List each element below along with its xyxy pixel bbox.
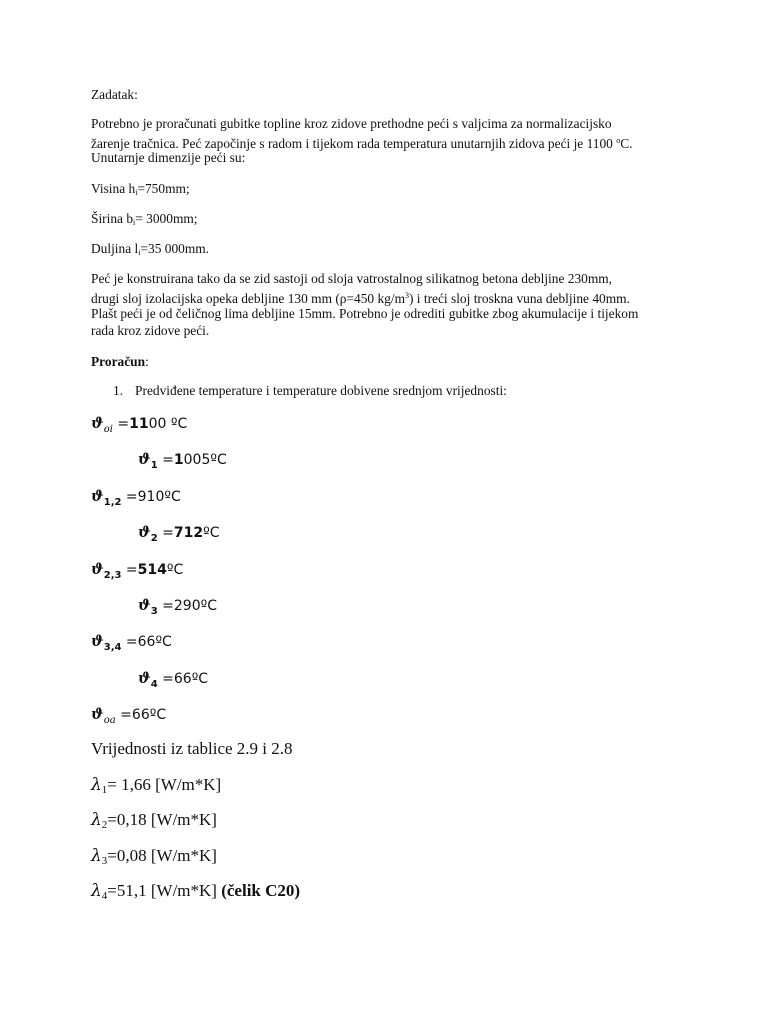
temperature-subscript: 3,4 — [103, 642, 122, 653]
temperature-subscript: 2,3 — [103, 570, 122, 581]
lambda-row — [91, 810, 217, 831]
theta-symbol: ϑ — [138, 523, 151, 541]
theta-symbol: ϑ — [91, 560, 104, 578]
temperature-value: 66ºC — [173, 671, 209, 687]
intro-line-2: žarenje tračnica. Peć započinje s radom i tijekom rada temperatura unutarnjih zidova peći je 1100 $^o$C. — [91, 136, 633, 151]
construction-line-3: Plašt peći je od čeličnog lima debljine 15mm. Potrebno je odrediti gubitke zbog akumulacije i tijekom — [91, 306, 639, 321]
proracun-heading: Proračun: — [91, 354, 149, 369]
temperature-subscript: oa — [103, 715, 116, 726]
temperature-value: 66ºC — [137, 634, 172, 650]
lambda-symbol: λ — [91, 881, 102, 901]
intro-line-3: Unutarnje dimenzije peći su: — [91, 150, 246, 165]
temperature-subscript: 1,2 — [103, 497, 122, 508]
temperature-value: 910ºC — [137, 489, 181, 505]
equals-sign: = — [157, 525, 174, 541]
theta-symbol: ϑ — [138, 450, 151, 468]
temperature-subscript: 1 — [150, 460, 158, 471]
temperature-subscript: 2 — [150, 533, 158, 544]
equals-sign: = — [115, 707, 132, 723]
lambda-subscript: 1 — [101, 784, 108, 796]
theta-symbol: ϑ — [138, 669, 151, 687]
temperature-value: ºC — [166, 562, 184, 578]
lambda-subscript: 3 — [101, 855, 108, 867]
intro-line-1: Potrebno je proračunati gubitke topline kroz zidove prethodne peći s valjcima za normalizacijsko — [91, 116, 612, 131]
temperature-value-bold: 1 — [173, 452, 184, 468]
temperature-subscript: 4 — [150, 679, 158, 690]
lambda-subscript: 4 — [101, 890, 108, 902]
temperature-row — [91, 560, 183, 581]
temperature-value: 66ºC — [131, 707, 167, 723]
temperature-value: ºC — [203, 525, 220, 541]
construction-line-2: drugi sloj izolacijska opeka debljine 130 mm (ρ=450 $kg/m^3$) i treći sloj troskna vuna debljine 40mm. — [91, 291, 630, 306]
list-item: 1. Predviđene temperature i temperature dobivene srednjom vrijednosti: — [113, 383, 507, 398]
dim-sirina: Širina $b_i= 3000mm$; — [91, 211, 198, 227]
temperature-subscript: oi — [103, 424, 113, 435]
temperature-row — [138, 596, 217, 617]
temperature-value-bold: 11 — [129, 416, 149, 432]
temperature-row — [91, 705, 166, 726]
theta-symbol: ϑ — [91, 632, 104, 650]
heading: Zadatak: — [91, 87, 138, 102]
lambda-value: =0,08 [W/m*K] — [107, 846, 217, 865]
theta-symbol: ϑ — [91, 487, 104, 505]
temperature-value: 005ºC — [183, 452, 227, 468]
lambda-row — [91, 846, 217, 867]
lambda-value: = 1,66 [W/m*K] — [107, 775, 222, 794]
theta-symbol: ϑ — [138, 596, 151, 614]
lambda-symbol: λ — [91, 846, 102, 866]
temperature-row — [91, 487, 181, 508]
construction-line-1: Peć je konstruirana tako da se zid sastoji od sloja vatrostalnog silikatnog betona debljine 230mm, — [91, 271, 613, 286]
dim-duljina: Duljina $l_i=35$ 000mm. — [91, 241, 210, 257]
lambda-value: =0,18 [W/m*K] — [107, 810, 217, 829]
equals-sign: = — [121, 489, 138, 505]
temperature-row — [138, 523, 220, 544]
table-reference: Vrijednosti iz tablice 2.9 i 2.8 — [91, 739, 293, 758]
theta-symbol: ϑ — [91, 414, 104, 432]
equals-sign: = — [157, 598, 174, 614]
lambda-value: =51,1 [W/m*K] — [107, 881, 222, 900]
temperature-value: 290ºC — [173, 598, 217, 614]
equals-sign: = — [157, 671, 174, 687]
temperature-row — [138, 669, 208, 690]
temperature-value-bold: 712 — [173, 525, 204, 541]
temperature-row — [91, 414, 187, 435]
temperature-subscript: 3 — [150, 606, 158, 617]
lambda-note: (čelik C20) — [221, 881, 301, 900]
lambda-row — [91, 881, 300, 902]
equals-sign: = — [121, 634, 138, 650]
equals-sign: = — [121, 562, 138, 578]
temperature-row — [138, 450, 227, 471]
lambda-row — [91, 775, 221, 796]
dim-visina: Visina $h_i=750mm$; — [91, 181, 190, 197]
lambda-symbol: λ — [91, 775, 102, 795]
theta-symbol: ϑ — [91, 705, 104, 723]
equals-sign: = — [112, 416, 130, 432]
temperature-value: 00 ºC — [148, 416, 188, 432]
temperature-row — [91, 632, 172, 653]
equals-sign: = — [157, 452, 174, 468]
temperature-value-bold: 514 — [137, 562, 167, 578]
lambda-symbol: λ — [91, 810, 102, 830]
construction-line-4: rada kroz zidove peći. — [91, 323, 210, 338]
lambda-subscript: 2 — [101, 819, 108, 831]
